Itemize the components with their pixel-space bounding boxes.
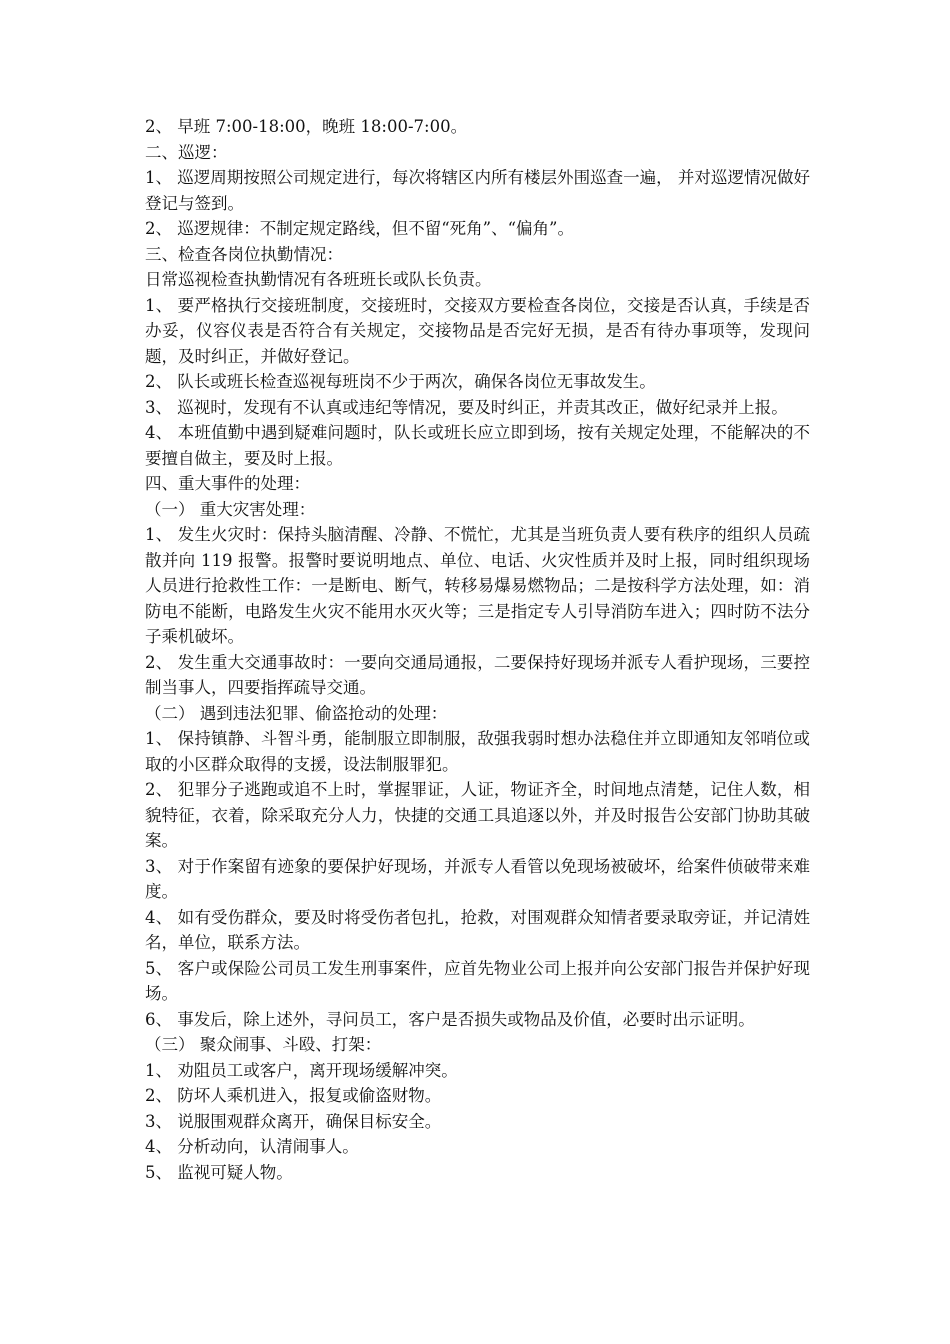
section-heading-patrol: 二、巡逻： bbox=[145, 142, 228, 162]
paragraph: 3、 对于作案留有迹象的要保护好现场，并派专人看管以免现场被破坏，给案件侦破带来难度。 bbox=[145, 856, 810, 901]
list-item: 3、 说服围观群众离开，确保目标安全。 bbox=[145, 1111, 442, 1131]
paragraph: 2、 巡逻规律：不制定规定路线，但不留“死角”、“偏角”。 bbox=[145, 219, 574, 238]
paragraph: 2、 犯罪分子逃跑或追不上时，掌握罪证，人证，物证齐全，时间地点清楚，记住人数，相貌特征，衣着，除采取充分人力，快捷的交通工具追逐以外，并及时报告公安部门协助其破案。 bbox=[145, 780, 810, 850]
paragraph: 1、 保持镇静、斗智斗勇，能制服立即制服，敌强我弱时想办法稳住并立即通知友邻哨位或取的小区群众取得的支援，设法制服罪犯。 bbox=[145, 729, 810, 774]
paragraph: 3、 巡视时，发现有不认真或违纪等情况，要及时纠正，并责其改正，做好纪录并上报。 bbox=[145, 397, 788, 417]
paragraph: 1、 发生火灾时：保持头脑清醒、冷静、不慌忙，尤其是当班负责人要有秩序的组织人员疏散并向 119 报警。报警时要说明地点、单位、电话、火灾性质并及时上报，同时组织现场人员进行抢救性工作：一是断电、断气，转移易爆易燃物品；二是按科学方法处理，如：消防电不能断，电路发生火灾不能用水灭火等；三是指定专人引导消防车进入；四时防不法分子乘机破坏。 bbox=[145, 525, 810, 646]
paragraph: 1、 巡逻周期按照公司规定进行，每次将辖区内所有楼层外围巡查一遍， 并对巡逻情况做好登记与签到。 bbox=[145, 168, 810, 213]
paragraph: 4、 如有受伤群众，要及时将受伤者包扎，抢救，对围观群众知情者要录取旁证，并记清姓名，单位，联系方法。 bbox=[145, 907, 810, 952]
paragraph: 5、 客户或保险公司员工发生刑事案件，应首先物业公司上报并向公安部门报告并保护好现场。 bbox=[145, 958, 810, 1003]
document-body bbox=[145, 114, 810, 1185]
shift-hours-line: 2、 早班 7:00-18:00，晚班 18:00-7:00。 bbox=[145, 117, 468, 136]
paragraph: 1、 要严格执行交接班制度，交接班时，交接双方要检查各岗位，交接是否认真，手续是否办妥，仪容仪表是否符合有关规定，交接物品是否完好无损，是否有待办事项等，发现问题，及时纠正，并做好登记。 bbox=[145, 295, 810, 366]
subsection-heading-crime: （二） 遇到违法犯罪、偷盗抢动的处理： bbox=[145, 703, 448, 723]
subsection-heading-disaster: （一） 重大灾害处理： bbox=[145, 499, 316, 519]
list-item: 5、 监视可疑人物。 bbox=[145, 1162, 293, 1182]
paragraph: 6、 事发后，除上述外，寻问员工，客户是否损失或物品及价值，必要时出示证明。 bbox=[145, 1009, 755, 1029]
section-heading-inspection: 三、检查各岗位执勤情况： bbox=[145, 244, 343, 264]
paragraph: 2、 发生重大交通事故时：一要向交通局通报，二要保持好现场并派专人看护现场，三要控制当事人，四要指挥疏导交通。 bbox=[145, 652, 810, 697]
subsection-heading-riot: （三） 聚众闹事、斗殴、打架： bbox=[145, 1035, 382, 1054]
paragraph: 4、 本班值勤中遇到疑难问题时，队长或班长应立即到场，按有关规定处理，不能解决的不要擅自做主，要及时上报。 bbox=[145, 423, 810, 468]
section-heading-major-incidents: 四、重大事件的处理： bbox=[145, 474, 310, 493]
list-item: 4、 分析动向，认清闹事人。 bbox=[145, 1137, 359, 1156]
list-item: 1、 劝阻员工或客户，离开现场缓解冲突。 bbox=[145, 1060, 458, 1080]
paragraph: 2、 队长或班长检查巡视每班岗不少于两次，确保各岗位无事故发生。 bbox=[145, 372, 656, 391]
paragraph: 日常巡视检查执勤情况有各班班长或队长负责。 bbox=[145, 270, 492, 289]
list-item: 2、 防坏人乘机进入，报复或偷盗财物。 bbox=[145, 1086, 442, 1105]
